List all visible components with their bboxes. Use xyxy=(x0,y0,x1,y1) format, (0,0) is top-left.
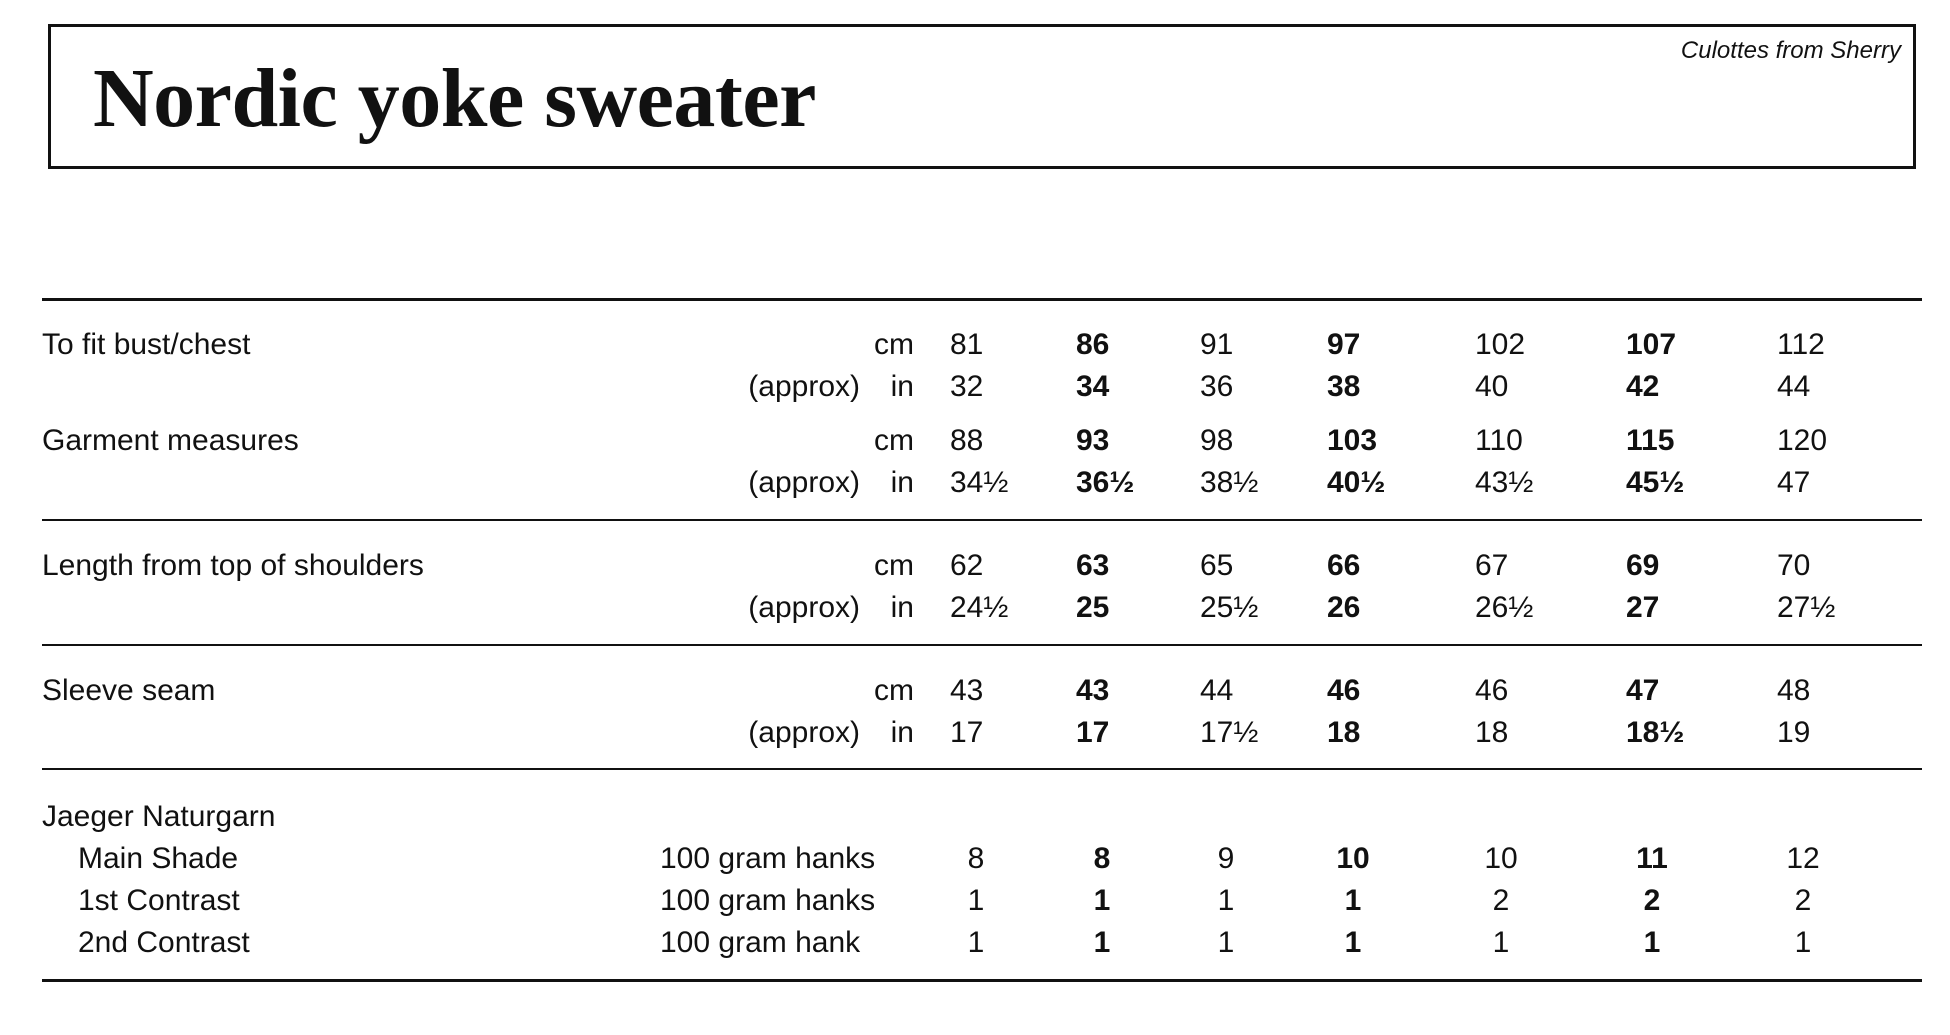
size-value: 47 xyxy=(1626,674,1660,707)
bust-in-row xyxy=(0,366,1950,408)
size-value: 32 xyxy=(950,370,984,403)
size-value: 18½ xyxy=(1626,716,1685,749)
size-value: 42 xyxy=(1626,370,1660,403)
approx-note: (approx) xyxy=(748,716,860,749)
size-value: 25 xyxy=(1076,591,1110,624)
yarn-quantity: 9 xyxy=(1217,842,1235,875)
table-top-rule xyxy=(42,298,1922,301)
yarn-quantity: 1 xyxy=(1344,926,1362,959)
yarn-heading-row xyxy=(0,796,1950,838)
size-value: 70 xyxy=(1777,549,1811,582)
size-value: 47 xyxy=(1777,466,1811,499)
size-value: 43 xyxy=(1076,674,1110,707)
size-value: 34½ xyxy=(950,466,1009,499)
yarn-quantity: 1 xyxy=(967,926,985,959)
bust-label: To fit bust/chest xyxy=(42,328,251,361)
yarn-shade-label: Main Shade xyxy=(78,842,239,875)
garment-in-row xyxy=(0,462,1950,504)
size-value: 27 xyxy=(1626,591,1660,624)
cm-unit: cm xyxy=(874,674,914,707)
yarn-unit: 100 gram hank xyxy=(660,926,861,959)
size-value: 44 xyxy=(1777,370,1811,403)
cm-unit: cm xyxy=(874,424,914,457)
section-divider xyxy=(42,519,1922,521)
size-value: 43½ xyxy=(1475,466,1534,499)
sleeve-in-row xyxy=(0,712,1950,754)
yarn-quantity: 2 xyxy=(1492,884,1510,917)
size-value: 34 xyxy=(1076,370,1110,403)
sleeve-label: Sleeve seam xyxy=(42,674,216,707)
approx-note: (approx) xyxy=(748,591,860,624)
photo-credit: Culottes from Sherry xyxy=(1680,37,1901,64)
size-value: 120 xyxy=(1777,424,1828,457)
size-value: 17½ xyxy=(1200,716,1259,749)
size-value: 18 xyxy=(1475,716,1509,749)
size-value: 46 xyxy=(1327,674,1361,707)
size-value: 81 xyxy=(950,328,984,361)
size-value: 66 xyxy=(1327,549,1361,582)
approx-note: (approx) xyxy=(748,370,860,403)
table-bottom-rule xyxy=(42,979,1922,982)
yarn-shade-label: 2nd Contrast xyxy=(78,926,250,959)
cm-unit: cm xyxy=(874,549,914,582)
yarn-row xyxy=(0,922,1950,964)
size-value: 26 xyxy=(1327,591,1361,624)
yarn-quantity: 12 xyxy=(1786,842,1820,875)
size-value: 45½ xyxy=(1626,466,1685,499)
size-value: 69 xyxy=(1626,549,1660,582)
yarn-quantity: 10 xyxy=(1336,842,1370,875)
yarn-label: Jaeger Naturgarn xyxy=(42,800,276,833)
yarn-quantity: 2 xyxy=(1643,884,1661,917)
sleeve-cm-row xyxy=(0,670,1950,712)
yarn-unit: 100 gram hanks xyxy=(660,842,876,875)
size-value: 91 xyxy=(1200,328,1234,361)
yarn-quantity: 8 xyxy=(967,842,985,875)
garment-label: Garment measures xyxy=(42,424,299,457)
size-value: 103 xyxy=(1327,424,1378,457)
yarn-quantity: 1 xyxy=(1217,926,1235,959)
in-unit: in xyxy=(890,591,914,624)
size-value: 110 xyxy=(1475,424,1523,457)
size-value: 97 xyxy=(1327,328,1361,361)
garment-cm-row xyxy=(0,420,1950,462)
size-value: 107 xyxy=(1626,328,1677,361)
size-value: 44 xyxy=(1200,674,1234,707)
size-value: 93 xyxy=(1076,424,1110,457)
size-value: 63 xyxy=(1076,549,1110,582)
size-value: 48 xyxy=(1777,674,1811,707)
yarn-quantity: 1 xyxy=(1492,926,1510,959)
size-value: 98 xyxy=(1200,424,1234,457)
in-unit: in xyxy=(890,716,914,749)
size-value: 25½ xyxy=(1200,591,1259,624)
size-value: 18 xyxy=(1327,716,1361,749)
yarn-quantity: 1 xyxy=(1217,884,1235,917)
yarn-quantity: 1 xyxy=(1794,926,1812,959)
yarn-unit: 100 gram hanks xyxy=(660,884,876,917)
size-value: 88 xyxy=(950,424,984,457)
yarn-quantity: 8 xyxy=(1093,842,1111,875)
size-value: 40 xyxy=(1475,370,1509,403)
yarn-row xyxy=(0,838,1950,880)
size-value: 62 xyxy=(950,549,984,582)
yarn-shade-label: 1st Contrast xyxy=(78,884,240,917)
size-value: 26½ xyxy=(1475,591,1534,624)
size-value: 115 xyxy=(1626,424,1675,457)
length-cm-row xyxy=(0,545,1950,587)
length-in-row xyxy=(0,587,1950,629)
size-value: 19 xyxy=(1777,716,1811,749)
size-value: 86 xyxy=(1076,328,1110,361)
in-unit: in xyxy=(890,370,914,403)
in-unit: in xyxy=(890,466,914,499)
bust-cm-row xyxy=(0,324,1950,366)
size-value: 112 xyxy=(1777,328,1825,361)
yarn-row xyxy=(0,880,1950,922)
size-value: 102 xyxy=(1475,328,1526,361)
yarn-quantity: 1 xyxy=(1093,926,1111,959)
cm-unit: cm xyxy=(874,328,914,361)
yarn-quantity: 1 xyxy=(1643,926,1661,959)
yarn-quantity: 1 xyxy=(1093,884,1111,917)
page-title: Nordic yoke sweater xyxy=(93,52,816,145)
section-divider xyxy=(42,768,1922,770)
size-value: 38½ xyxy=(1200,466,1259,499)
yarn-quantity: 1 xyxy=(1344,884,1362,917)
title-box xyxy=(48,24,1916,169)
yarn-quantity: 1 xyxy=(967,884,985,917)
size-value: 43 xyxy=(950,674,984,707)
approx-note: (approx) xyxy=(748,466,860,499)
size-value: 38 xyxy=(1327,370,1361,403)
yarn-quantity: 11 xyxy=(1636,842,1668,875)
yarn-quantity: 2 xyxy=(1794,884,1812,917)
size-value: 27½ xyxy=(1777,591,1836,624)
size-value: 17 xyxy=(950,716,984,749)
size-value: 67 xyxy=(1475,549,1509,582)
size-value: 24½ xyxy=(950,591,1009,624)
size-value: 40½ xyxy=(1327,466,1386,499)
size-value: 36 xyxy=(1200,370,1234,403)
size-value: 17 xyxy=(1076,716,1110,749)
section-divider xyxy=(42,644,1922,646)
size-value: 46 xyxy=(1475,674,1509,707)
length-label: Length from top of shoulders xyxy=(42,549,424,582)
size-value: 65 xyxy=(1200,549,1234,582)
size-value: 36½ xyxy=(1076,466,1135,499)
yarn-quantity: 10 xyxy=(1484,842,1518,875)
